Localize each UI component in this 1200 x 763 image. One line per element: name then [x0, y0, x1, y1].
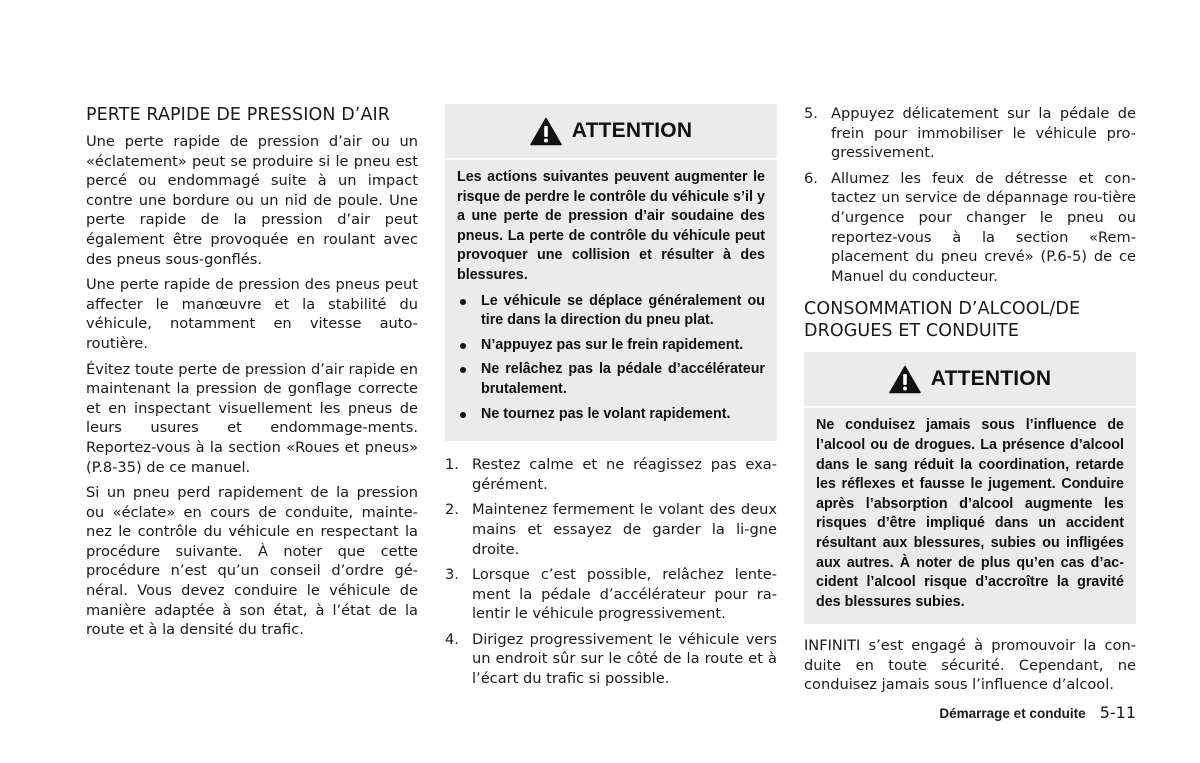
- warning-triangle-icon: [889, 365, 921, 394]
- step-text: Lorsque c’est possible, relâchez lente-ment la pédale d’accélérateur pour ra-lentir le véhicule progressivement.: [472, 566, 777, 623]
- list-item: [804, 169, 1136, 287]
- list-item: [445, 455, 777, 494]
- paragraph: Une perte rapide de pression d’air ou un «éclatement» peut se produire si le pneu est percé ou endommagé suite à un impact contre une bordure ou un nid de poule. Une perte rapide de la pression d’air peut également être provoquée en roulant avec des pneus sous-gonflés.: [86, 133, 418, 268]
- step-number: 2.: [445, 501, 459, 519]
- heading-line: DROGUES ET CONDUITE: [804, 321, 1019, 342]
- heading-line: CONSOMMATION D’ALCOOL/DE: [804, 299, 1081, 320]
- step-number: 6.: [804, 169, 818, 187]
- paragraph: Évitez toute perte de pression d’air rapide en maintenant la pression de gonflage correcte et en inspectant visuellement les pneus de leurs usures et endommage-ments. Reportez-vous à la section «Roues et pneus» (P.8-35) de ce manuel.: [86, 360, 418, 476]
- step-text: Appuyez délicatement sur la pédale de frein pour immobiliser le véhicule pro-gressivement.: [831, 105, 1136, 162]
- list-item: [445, 500, 777, 559]
- step-number: 4.: [445, 630, 459, 648]
- warning-title: ATTENTION: [930, 367, 1052, 391]
- list-item: [804, 104, 1136, 163]
- section-heading-air-pressure-loss: PERTE RAPIDE DE PRESSION D’AIR: [86, 105, 391, 125]
- warning-title: ATTENTION: [571, 119, 693, 142]
- step-text: Allumez les feux de détresse et con-tactez un service de dépannage rou-tière d’urgence pour changer le pneu ou reportez-vous à la section «Rem-placement du pneu crevé» (P.6-5) de ce Manuel du conducteur.: [831, 169, 1136, 285]
- footer-section-title: Démarrage et conduite: [939, 706, 1086, 721]
- list-item: Ne tournez pas le volant rapidement.: [457, 405, 765, 425]
- warning-bullet-list: [457, 292, 765, 425]
- list-item: Ne relâchez pas la pédale d’accélérateur brutalement.: [457, 360, 765, 399]
- step-number: 5.: [804, 105, 818, 122]
- page-number: 5-11: [1099, 703, 1136, 722]
- list-item: Le véhicule se déplace généralement ou tire dans la direction du pneu plat.: [457, 292, 765, 331]
- page-footer: [939, 703, 1136, 722]
- paragraph: Une perte rapide de pression des pneus peut affecter le manœuvre et la stabilité du véhicule, notamment en vitesse auto-routière.: [86, 276, 418, 352]
- procedure-steps: [445, 455, 777, 689]
- warning-body: [816, 408, 1124, 612]
- warning-body: [457, 160, 765, 424]
- column-left: [86, 104, 418, 646]
- warning-triangle-icon: [530, 117, 562, 146]
- step-number: 1.: [445, 456, 459, 474]
- warning-header: [804, 352, 1136, 408]
- step-text: Dirigez progressivement le véhicule vers un endroit sûr sur le côté de la route et à l’écart du trafic si possible.: [472, 630, 777, 688]
- warning-text: Ne conduisez jamais sous l’influence de l’alcool ou de drogues. La présence d’alcool dans le sang réduit la coordination, retarde les réflexes et fausse le jugement. Conduire après l’absorption d’alcool augmente les risques d’être impliqué dans un accident résultant aux blessures, subies ou infligées aux autres. À noter de plus qu’en cas d’ac-cident l’alcool risque d’accroître la gravité des blessures subies.: [816, 417, 1124, 610]
- step-number: 3.: [445, 566, 459, 584]
- section-heading-alcohol-drugs: [804, 298, 1136, 342]
- warning-text: Les actions suivantes peuvent augmenter le risque de perdre le contrôle du véhicule s’il y a une perte de pression d’air soudaine des pneus. La perte de contrôle du véhicule peut provoquer une collision et résulter à des blessures.: [457, 169, 765, 283]
- list-item: N’appuyez pas sur le frein rapidement.: [457, 336, 765, 356]
- warning-header: [445, 104, 777, 160]
- column-middle: [445, 104, 777, 695]
- step-text: Maintenez fermement le volant des deux mains et essayez de garder la li-gne droite.: [472, 501, 777, 558]
- list-item: [445, 565, 777, 624]
- step-text: Restez calme et ne réagissez pas exa-gérément.: [472, 456, 777, 493]
- paragraph: Si un pneu perd rapidement de la pression ou «éclate» en cours de conduite, mainte-nez le contrôle du véhicule en respectant la procédure suivante. À noter que cette procédure n’est qu’un conseil d’ordre gé-néral. Vous devez conduire le véhicule de manière adaptée à son état, à l’état de la route et à la densité du trafic.: [86, 484, 418, 639]
- warning-box-alcohol: [804, 352, 1136, 624]
- warning-box-tire: [445, 104, 777, 441]
- list-item: [445, 630, 777, 689]
- procedure-steps-continued: [804, 104, 1136, 286]
- column-right: [804, 104, 1136, 701]
- paragraph: INFINITI s’est engagé à promouvoir la con-duite en toute sécurité. Cependant, ne conduisez jamais sous l’influence d’alcool.: [804, 637, 1136, 694]
